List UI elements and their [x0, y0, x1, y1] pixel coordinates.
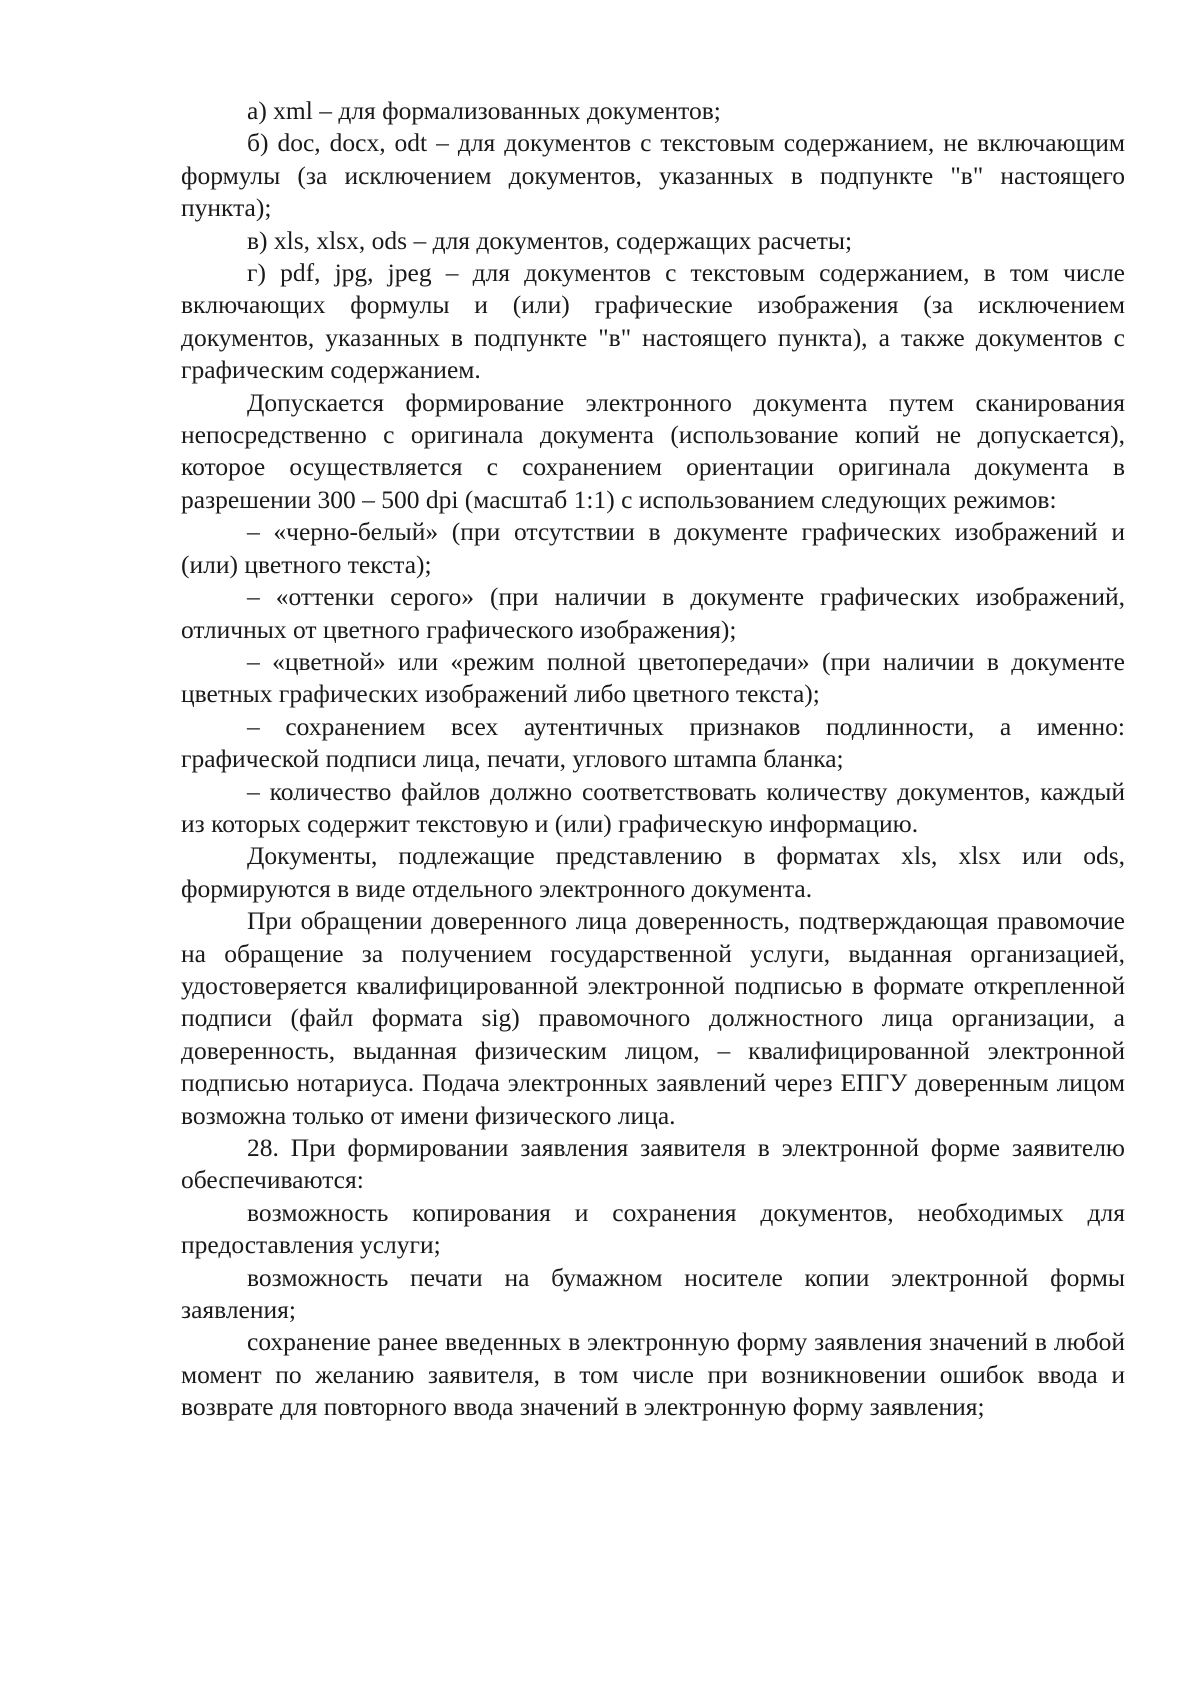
paragraph-save-values: сохранение ранее введенных в электронную форму заявления значений в любой момент по желанию заявителя, в том числе при возникновении ошибок ввода и возврате для повторного ввода значений в электронную форму заявления; [181, 1327, 1125, 1422]
paragraph-scanning: Допускается формирование электронного документа путем сканирования непосредственно с оригинала документа (использование копий не допускается), которое осуществляется с сохранением ориентации оригинала документа в разрешении 300 – 500 dpi (масштаб 1:1) с использованием следующих режимов: [181, 387, 1125, 514]
paragraph-print: возможность печати на бумажном носителе копии электронной формы заявления; [181, 1262, 1125, 1325]
paragraph-format-doc: б) doc, docx, odt – для документов с текстовым содержанием, не включающим формулы (за исключением документов, указанных в подпункте "в" настоящего пункта); [181, 128, 1125, 223]
paragraph-mode-bw: – «черно-белый» (при отсутствии в документе графических изображений и (или) цветного текста); [181, 517, 1125, 579]
paragraph-item-28: 28. При формировании заявления заявителя в электронной форме заявителю обеспечиваются: [181, 1133, 1125, 1195]
paragraph-format-xls: в) xls, xlsx, ods – для документов, содержащих расчеты; [247, 225, 853, 255]
paragraph-spreadsheets: Документы, подлежащие представлению в форматах xls, xlsx или ods, формируются в виде отдельного электронного документа. [181, 841, 1125, 903]
paragraph-mode-color: – «цветной» или «режим полной цветопередачи» (при наличии в документе цветных графических изображений либо цветного текста); [181, 646, 1125, 709]
paragraph-proxy: При обращении доверенного лица доверенность, подтверждающая правомочие на обращение за получением государственной услуги, выданная организацией, удостоверяется квалифицированной электронной подписью в формате открепленной подписи (файл формата sig) правомочного должностного лица организации, а доверенность, выданная физическим лицом, – квалифицированной электронной подписью нотариуса. Подача электронных заявлений через ЕПГУ доверенным лицом возможна только от имени физического лица. [181, 906, 1125, 1130]
paragraph-copy-save: возможность копирования и сохранения документов, необходимых для предоставления услуги; [181, 1197, 1125, 1260]
paragraph-mode-grayscale: – «оттенки серого» (при наличии в документе графических изображений, отличных от цветного графического изображения); [181, 582, 1125, 644]
paragraph-file-count: – количество файлов должно соответствовать количеству документов, каждый из которых содержит текстовую и (или) графическую информацию. [181, 776, 1125, 838]
paragraph-format-pdf: г) pdf, jpg, jpeg – для документов с текстовым содержанием, в том числе включающих формулы и (или) графические изображения (за исключением документов, указанных в подпункте "в" настоящего пункта), а также документов с графическим содержанием. [181, 258, 1125, 385]
paragraph-authenticity: – сохранением всех аутентичных признаков подлинности, а именно: графической подписи лица, печати, углового штампа бланка; [181, 711, 1125, 774]
paragraph-format-xml: а) xml – для формализованных документов; [247, 96, 721, 125]
document-body [181, 95, 1125, 1424]
